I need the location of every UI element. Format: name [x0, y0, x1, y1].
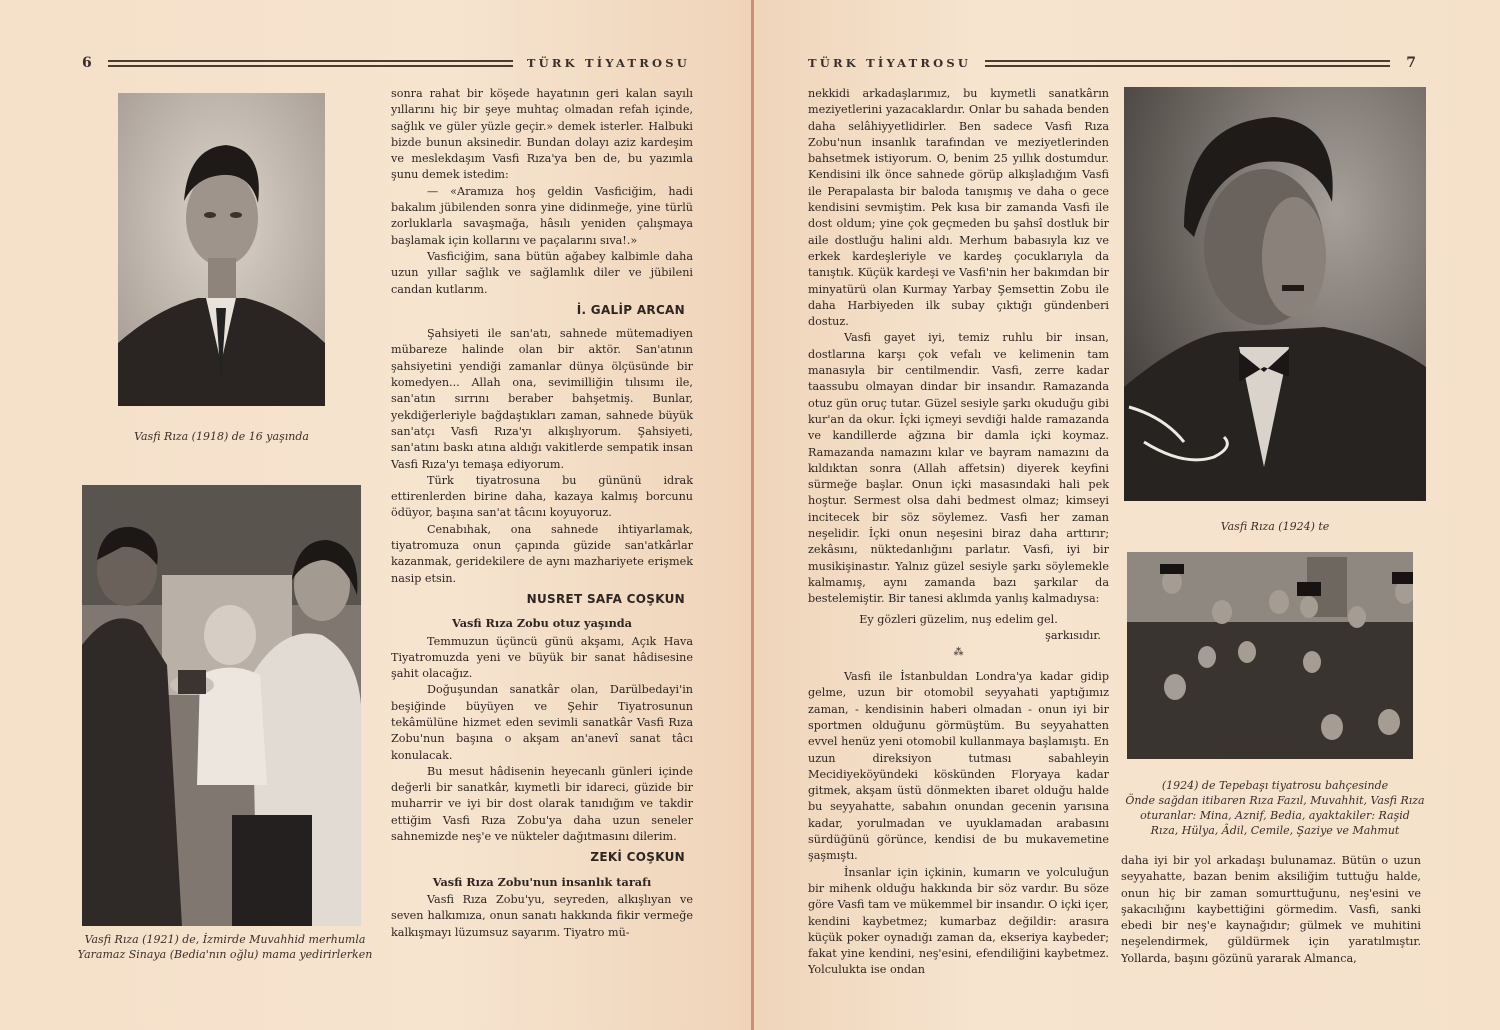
section-divider-asterism: ⁂ [953, 647, 964, 659]
photo-feeding-1921 [82, 485, 361, 926]
right-text-column-1 [808, 86, 1109, 979]
caption-line: Rıza, Hülya, Âdil, Cemile, Şaziye ve Mahmut [1150, 824, 1400, 837]
paragraph: Cenabıhak, ona sahnede ihtiyarlamak, tiyatromuza onun çapında güzide san'atkârlar kazanmak, geridekilere de aynı mazhariyete erişmek nasip etsin. [391, 522, 693, 585]
photo-caption [1110, 778, 1440, 838]
section-heading: Vasfi Rıza Zobu'nun insanlık tarafı [432, 874, 652, 889]
paragraph: Bu mesut hâdisenin heyecanlı günleri içinde değerli bir sanatkâr, kıymetli bir idareci, güzide bir muharrir ve iyi bir dost olarak tanıdığım ve takdir ettiğim Vasfi Rıza Zobu'ya daha uzun seneler sahnemizde neş'e ve nükteler dağıtmasını dilerim. [391, 764, 693, 844]
section-heading: Vasfi Rıza Zobu otuz yaşında [451, 616, 632, 631]
paragraph: İnsanlar için içkinin, kumarın ve yolculuğun bir mihenk olduğu hakkında bir söz vardır. Bu söze göre Vasfi tam ve mükemmel bir insandır. O içki içer, kendini kaybetmez; kumarbaz değildir: arasıra küçük poker oynadığı zaman da, ekseriya kaybeder; fakat yine kendini, neş'esini, efendiliğini kaybetmez. Yolculukta ise ondan [808, 865, 1109, 977]
paragraph: Vasfi ile İstanbuldan Londra'ya kadar gidip gelme, uzun bir otomobil seyyahati yaptığımız zaman, - kendisinin haberi olmadan - onun iyi bir sportmen olduğunu görmüştüm. Bu seyyahatten evvel henüz yeni otomobil kullanmaya başlamıştı. En uzun direksiyon tutması sabahleyin Mecidiyeköyündeki köskünden Floryaya kadar gitmek, akşam üstü dönmekten ibaret olduğu halde bu seyyahatte, sabahın onundan gecenin yarısına kadar, yorulmadan ve uyuklamadan arabasını sürdüğünü görünce, kendisi de bu mukavemetine şaşmıştı. [808, 670, 1109, 863]
paragraph: — «Aramıza hoş geldin Vasficiğim, hadi bakalım jübilenden sonra yine didinmeğe, yine türlü zorluklarla savaşmağa, hâsılı yeniden çalışmaya başlamak için kollarını ve paçalarını sıva!.» [391, 184, 693, 247]
caption-line: (1924) de Tepebaşı tiyatrosu bahçesinde [1161, 779, 1389, 792]
paragraph: Doğuşundan sanatkâr olan, Darülbedayi'in beşiğinde büyüyen ve Şehir Tiyatrosunun tekâmülüne hizmet eden sevimli sanatkâr Vasfi Rıza Zobu'nun başına o akşam an'anevî sanat tâcı konulacak. [391, 683, 693, 762]
paragraph: Vasfi gayet iyi, temiz ruhlu bir insan, dostlarına karşı çok vefalı ve kelimenin tam manasıyla bir centilmendir. Vasfi, zerre kadar taassubu olmayan dindar bir insandır. Ramazanda otuz gün oruç tutar. Güzel sesiyle şarkı okuduğu gibi kur'an da okur. İçki içmeyi sevdiği halde ramazanda ve kandillerde ağzına bir damla içki koymaz. Ramazanda namazını kılar ve bayram namazını da kıldıktan sonra (Allah affetsin) diyerek keyfini sürmeğe başlar. Onun içki masasındaki hali pek hoştur. Sermest olsa dahi bedmest olmaz; kimseyi incitecek bir söz söylemez. Vasfi her zaman neşelidir. İçki onun neşesini biraz daha arttırır; zekâsını, nüktedanlığını parlatır. Vasfi, iyi bir musikişinastır. Yalnız güzel sesiyle şarkı söylemekle kalmamış, aynı zamanda bazı şarkılar da bestelemiştir. Bir tanesi aklımda yanlış kalmadıysa: [808, 331, 1109, 606]
caption-line: Önde sağdan itibaren Rıza Fazıl, Muvahhit, Vasfi Rıza [1125, 794, 1425, 807]
right-text-column-2 [1121, 853, 1421, 967]
author-signature: İ. GALİP ARCAN [576, 302, 685, 317]
song-verse: Ey gözleri güzelim, nuş edelim gel. [859, 612, 1058, 626]
photo-portrait-1924 [1124, 87, 1426, 501]
left-text-column [391, 86, 693, 941]
paragraph: sonra rahat bir köşede hayatının geri kalan sayılı yıllarını hiç bir şeye muhtaç olmadan refah içinde, sağlık ve güler yüzle geçir.» demek isterler. Halbuki bizde bunun aksinedir. Bundan dolayı aziz kardeşim ve meslekdaşım Vasfi Rıza'ya ben de, bu yazımla şunu demek istedim: [391, 87, 693, 182]
paragraph: Vasfi Rıza Zobu'yu, seyreden, alkışlıyan ve seven halkımıza, onun sanatı hakkında fikir vermeğe kalkışmayı lüzumsuz sayarım. Tiyatro mü- [391, 892, 693, 939]
paragraph: Vasficiğim, sana bütün ağabey kalbimle daha uzun yıllar sağlık ve sağlamlık diler ve jübileni candan kutlarım. [391, 249, 693, 296]
page-number-right: 7 [1406, 55, 1416, 71]
paragraph: Temmuzun üçüncü günü akşamı, Açık Hava Tiyatromuzda yeni ve büyük bir sanat hâdisesine şahit olacağız. [391, 634, 693, 681]
header-rule [108, 60, 513, 67]
left-page-header [82, 55, 690, 71]
right-page-header [808, 55, 1416, 71]
header-rule [985, 60, 1390, 67]
photo-portrait-1918 [118, 93, 325, 406]
caption-line: Yaramaz Sinaya (Bedia'nın oğlu) mama yedirirlerken [77, 948, 373, 961]
paragraph: daha iyi bir yol arkadaşı bulunamaz. Bütün o uzun seyyahatte, bazan benim aksiliğim tuttuğu halde, onun hiç bir zaman somurttuğunu, neş'esini ve şakacılığını kaybettiğini görmedim. Vasfi, sanki ebedi bir neş'e kaynağıdır; gülmek ve muhitini neşelendirmek, güldürmek için yaratılmıştır. Yollarda, başını gözünü yararak Almanca, [1121, 854, 1421, 965]
paragraph: Türk tiyatrosuna bu gününü idrak ettirenlerden birine daha, kazaya kalmış borcunu ödüyor, başına san'at tâcını koyuyoruz. [391, 473, 693, 520]
photo-group-1924 [1127, 552, 1413, 759]
paragraph: Şahsiyeti ile san'atı, sahnede mütemadiyen mübareze halinde olan bir aktör. San'atının şahsiyetini yendiği zamanlar dünya ölçüsünde bir komedyen... Allah ona, sevimilliğin tılısımı ile, san'atın sırrını beraber bahşetmiş. Bunlar, yekdiğerleriyle bağdaştıkları zaman, sahnede büyük san'atçı Vasfi Rıza'yı alkışlıyorum. Şahsiyeti, san'atını baskı atına aldığı vakitlerde sempatik insan Vasfi Rıza'yı temaşa ediyorum. [391, 327, 693, 471]
photo-caption [60, 932, 390, 962]
paragraph: nekkidi arkadaşlarımız, bu kıymetli sanatkârın meziyetlerini yazacaklardır. Onlar bu sahada benden daha selâhiyyetlidirler. Ben sadece Vasfi Rıza Zobu'nun insanlık tarafından ve meziyetlerinden bahsetmek istiyorum. O, benim 25 yıllık dostumdur. Kendisini ilk önce sahnede görüp alkışladığım Vasfi ile Perapalasta bir baloda tanışmış ve daha o gece kendisini sevmiştim. Pek kısa bir zamanda Vasfi ile dost oldum; yine çok geçmeden bu şahsî dostluk bir aile dostluğu halini aldı. Merhum babasıyla kız ve erkek kardeşleriyle ve kardeş çocuklarıyla da tanıştık. Küçük kardeşi ve Vasfi'nin her bakımdan bir minyatürü olan Kurmay Yarbay Şemsettin Zobu ile daha Harbiyeden ilk subay çıktığı gündenberi dostuz. [808, 87, 1109, 329]
photo-caption: Vasfi Rıza (1924) te [1220, 520, 1330, 533]
author-signature: NUSRET SAFA COŞKUN [526, 591, 685, 606]
caption-line: oturanlar: Mina, Aznif, Bedia, ayaktakiler: Raşid [1140, 809, 1410, 822]
page-number-left: 6 [82, 55, 92, 71]
author-signature: ZEKİ COŞKUN [590, 850, 685, 865]
running-title-right: TÜRK TİYATROSU [808, 56, 972, 70]
song-verse-end: şarkısıdır. [1045, 628, 1101, 642]
caption-line: Vasfi Rıza (1921) de, İzmirde Muvahhid merhumla [84, 933, 366, 946]
running-title-left: TÜRK TİYATROSU [526, 56, 690, 70]
photo-caption: Vasfi Rıza (1918) de 16 yaşında [134, 430, 309, 443]
